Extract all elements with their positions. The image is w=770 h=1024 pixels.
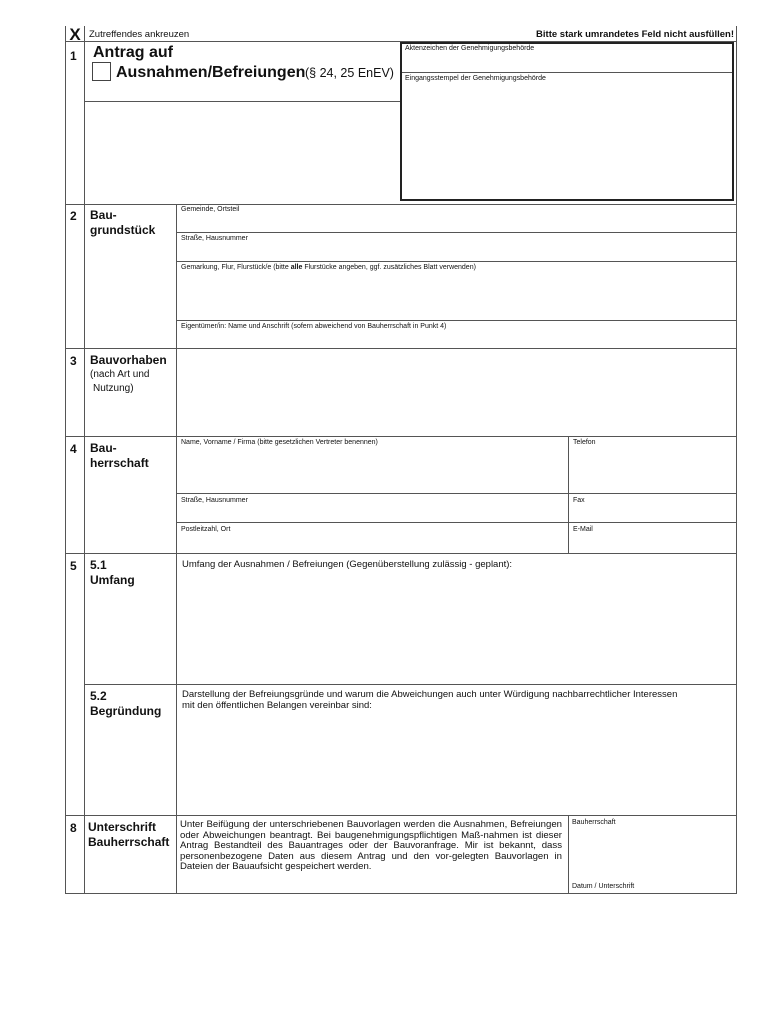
warning-text: Bitte stark umrandetes Feld nicht ausfüllen!	[536, 29, 734, 40]
form-title: Antrag auf	[93, 44, 173, 61]
plz-label: Postleitzahl, Ort	[181, 526, 231, 533]
section-51-label	[90, 558, 135, 588]
section-2-label	[90, 208, 155, 238]
gemarkung-field[interactable]	[177, 273, 735, 320]
bauherr-name-label: Name, Vorname / Firma (bitte gesetzlichen Vertreter benennen)	[181, 439, 378, 446]
fax-field[interactable]	[569, 505, 735, 522]
section-2-label-line1: Bau-	[90, 208, 117, 222]
email-label: E-Mail	[573, 526, 593, 533]
section-52-label	[90, 689, 161, 719]
begruendung-label	[182, 689, 732, 711]
authority-box	[400, 42, 734, 201]
instruction-text: Zutreffendes ankreuzen	[89, 29, 190, 40]
x-mark: X	[69, 25, 81, 44]
begruendung-field[interactable]	[177, 714, 735, 814]
form-subtitle: Ausnahmen/Befreiungen	[116, 64, 306, 81]
stamp-label: Eingangsstempel der Genehmigungsbehörde	[405, 75, 546, 82]
section-2-number: 2	[70, 209, 77, 223]
eigentuemer-label: Eigentümer/in: Name und Anschrift (sofern abweichend von Bauherrschaft in Punkt 4)	[181, 323, 447, 330]
gemarkung-label	[181, 264, 476, 271]
strasse-field[interactable]	[177, 243, 735, 261]
section-8-number: 8	[70, 821, 77, 835]
section-52-title: Begründung	[90, 704, 162, 718]
begruendung-label-line1: Darstellung der Befreiungsgründe und warum die Abweichungen auch unter Würdigung nachbarrechtlicher Interessen	[182, 689, 678, 700]
section-4-label-line1: Bau-	[90, 441, 117, 455]
bauherrschaft-signature-label: Bauherrschaft	[572, 819, 616, 826]
section-51-title: Umfang	[90, 573, 135, 587]
section-3-sub1: (nach Art und	[90, 369, 150, 380]
section-1-number: 1	[70, 49, 77, 63]
gemarkung-label-a: Gemarkung, Flur, Flurstück/e (bitte	[181, 264, 291, 271]
section-3-sub2: Nutzung)	[93, 383, 134, 394]
antrag-checkbox[interactable]	[92, 62, 111, 81]
bauherr-name-field[interactable]	[177, 448, 567, 493]
gemarkung-label-b: alle	[290, 264, 303, 271]
declaration-text: Unter Beifügung der unterschriebenen Bauvorlagen werden die Ausnahmen, Befreiungen oder Abweichungen beantragt. Bei baugenehmigungspflichtigen Maß-nahmen ist dieser Antrag Bestandteil des Bauantrages oder der Bauvoranfrage. Mir ist bekannt, dass personenbezogene Daten aus diesem Antrag und den vor-gelegten Bauvorlagen in Dateien der Bauaufsicht gespeichert werden.	[180, 819, 562, 873]
section-8-label-line2: Bauherrschaft	[88, 835, 170, 849]
begruendung-label-line2: mit den öffentlichen Belangen vereinbar sind:	[182, 700, 372, 711]
bauherr-strasse-field[interactable]	[177, 505, 567, 522]
gemarkung-label-c: Flurstücke angeben, ggf. zusätzliches Blatt verwenden)	[302, 264, 476, 271]
section-2-label-line2: grundstück	[90, 223, 156, 237]
gemeinde-label: Gemeinde, Ortsteil	[181, 206, 240, 213]
section-3-title: Bauvorhaben	[90, 353, 167, 367]
date-signature-label: Datum / Unterschrift	[572, 883, 635, 890]
section-4-label-line2: herrschaft	[90, 456, 149, 470]
section-3-label	[90, 353, 167, 396]
signature-field[interactable]	[569, 828, 735, 880]
bauherr-strasse-label: Straße, Hausnummer	[181, 497, 248, 504]
bauvorhaben-field[interactable]	[177, 349, 735, 435]
authority-ref-label: Aktenzeichen der Genehmigungsbehörde	[405, 45, 535, 52]
section-5-number: 5	[70, 559, 77, 573]
section-8-label	[88, 820, 169, 850]
plz-field[interactable]	[177, 534, 567, 552]
umfang-label: Umfang der Ausnahmen / Befreiungen (Gegenüberstellung zulässig - geplant):	[182, 559, 513, 570]
gemeinde-field[interactable]	[177, 214, 735, 232]
section-4-label	[90, 441, 149, 471]
section-8-label-line1: Unterschrift	[88, 820, 157, 834]
telefon-label: Telefon	[573, 439, 596, 446]
fax-label: Fax	[573, 497, 585, 504]
email-field[interactable]	[569, 534, 735, 552]
section-3-number: 3	[70, 354, 77, 368]
section-51-number: 5.1	[90, 558, 107, 572]
eigentuemer-field[interactable]	[177, 331, 735, 348]
umfang-field[interactable]	[177, 573, 735, 683]
legal-reference: (§ 24, 25 EnEV)	[305, 66, 394, 80]
telefon-field[interactable]	[569, 448, 735, 493]
strasse-label: Straße, Hausnummer	[181, 235, 248, 242]
section-52-number: 5.2	[90, 689, 107, 703]
section-4-number: 4	[70, 442, 77, 456]
